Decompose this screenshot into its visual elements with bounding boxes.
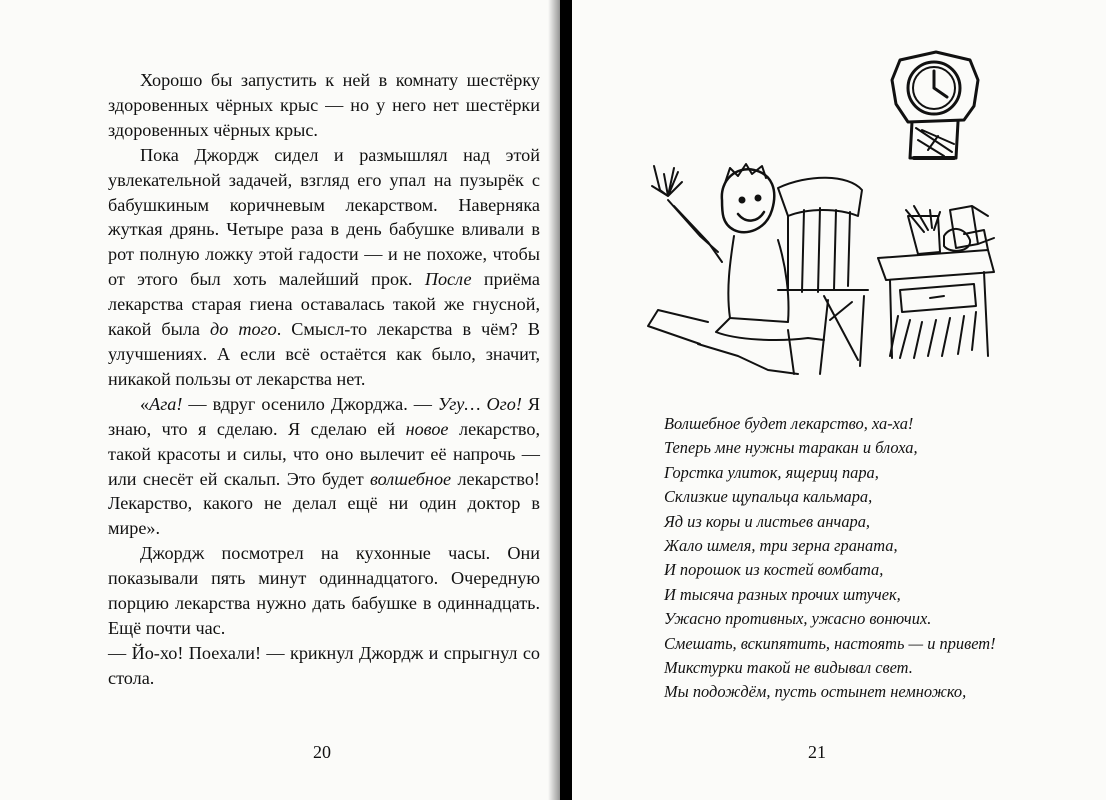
poem-line: Волшебное будет лекарство, ха-ха! (664, 414, 914, 433)
text-run: — вдруг осенило Джорджа. — (182, 393, 438, 414)
poem-line: Мы подождём, пусть остынет немножко, (664, 682, 967, 702)
paragraph (108, 143, 540, 392)
chair (778, 178, 868, 374)
text-run: — Йо-хо! Поехали! — крикнул Джордж и спрыгнул со стола. (108, 642, 540, 688)
poem-line: Склизкие щупальца кальмара, (664, 487, 873, 507)
poem-line: Жало шмеля, три зерна граната, (664, 536, 898, 556)
italic-run: до того (210, 319, 277, 340)
italic-run: Ага! (149, 393, 183, 414)
text-run: « (140, 393, 150, 414)
boy-at-desk-illustration (638, 40, 1038, 390)
poem-line: И порошок из костей вомбата, (664, 560, 884, 580)
poem-line: Микстурки такой не видывал свет. (664, 658, 913, 678)
poem-line: Смешать, вскипятить, настоять — и привет! (664, 633, 996, 653)
paragraph (108, 68, 540, 143)
text-run: приёма лекарства старая гиена оставалась такой же гнусной, какой была (108, 269, 540, 340)
text-run: Пока Джордж сидел и размышлял над этой увлекательной задачей, взгляд его упал на пузырёк с бабушкиным коричневым лекарством. Наверняка жуткая дрянь. Четыре раза в день бабушке вливали в рот полную ложку этой гадости — и не похоже, чтобы от этого был хоть малейший прок. (108, 144, 540, 290)
prose-text (108, 68, 540, 691)
text-run: . Смысл-то лекарства в чём? В улучшениях. А если всё остаётся как было, значит, никакой пользы от лекарства нет. (108, 319, 541, 389)
right-page (572, 0, 1106, 800)
text-run: лекарство, такой красоты и силы, что оно вылечит её напрочь — или снесёт ей скальп. Это будет (108, 418, 540, 489)
boy-figure (648, 164, 824, 374)
text-run: Джордж посмотрел на кухонные часы. Они показывали пять минут одиннадцатого. Очередную порцию лекарства нужно дать бабушке в одиннадцать. Ещё почти час. (108, 543, 540, 638)
poem-line: Теперь мне нужны таракан и блоха, (664, 438, 918, 458)
book-gutter (548, 0, 574, 800)
text-run: Хорошо бы запустить к ней в комнату шестёрку здоровенных чёрных крыс — но у него нет шестёрки здоровенных чёрных крыс. (108, 70, 540, 140)
paragraph (108, 392, 540, 541)
desk (878, 206, 994, 358)
poem (664, 412, 1084, 705)
poem-line: И тысяча разных прочих штучек, (664, 584, 901, 604)
page-number-right: 21 (808, 742, 826, 762)
poem-line: Яд из коры и листьев анчара, (664, 511, 871, 531)
poem-line: Ужасно противных, ужасно вонючих. (664, 609, 932, 629)
italic-run: новое (405, 418, 449, 439)
wall-clock-icon (892, 52, 978, 158)
text-run: Я знаю, что я сделаю. Я сделаю ей (108, 393, 540, 439)
page-number-left: 20 (313, 742, 331, 762)
paragraph (108, 641, 540, 691)
italic-run: Угу… Ого! (437, 393, 522, 414)
paragraph (108, 541, 540, 641)
italic-run: После (424, 269, 472, 290)
italic-run: волшебное (370, 468, 452, 489)
poem-line: Горстка улиток, ящериц пара, (664, 462, 879, 482)
text-run: лекарство! Лекарство, какого не делал ещё ни один доктор в мире». (108, 468, 540, 539)
